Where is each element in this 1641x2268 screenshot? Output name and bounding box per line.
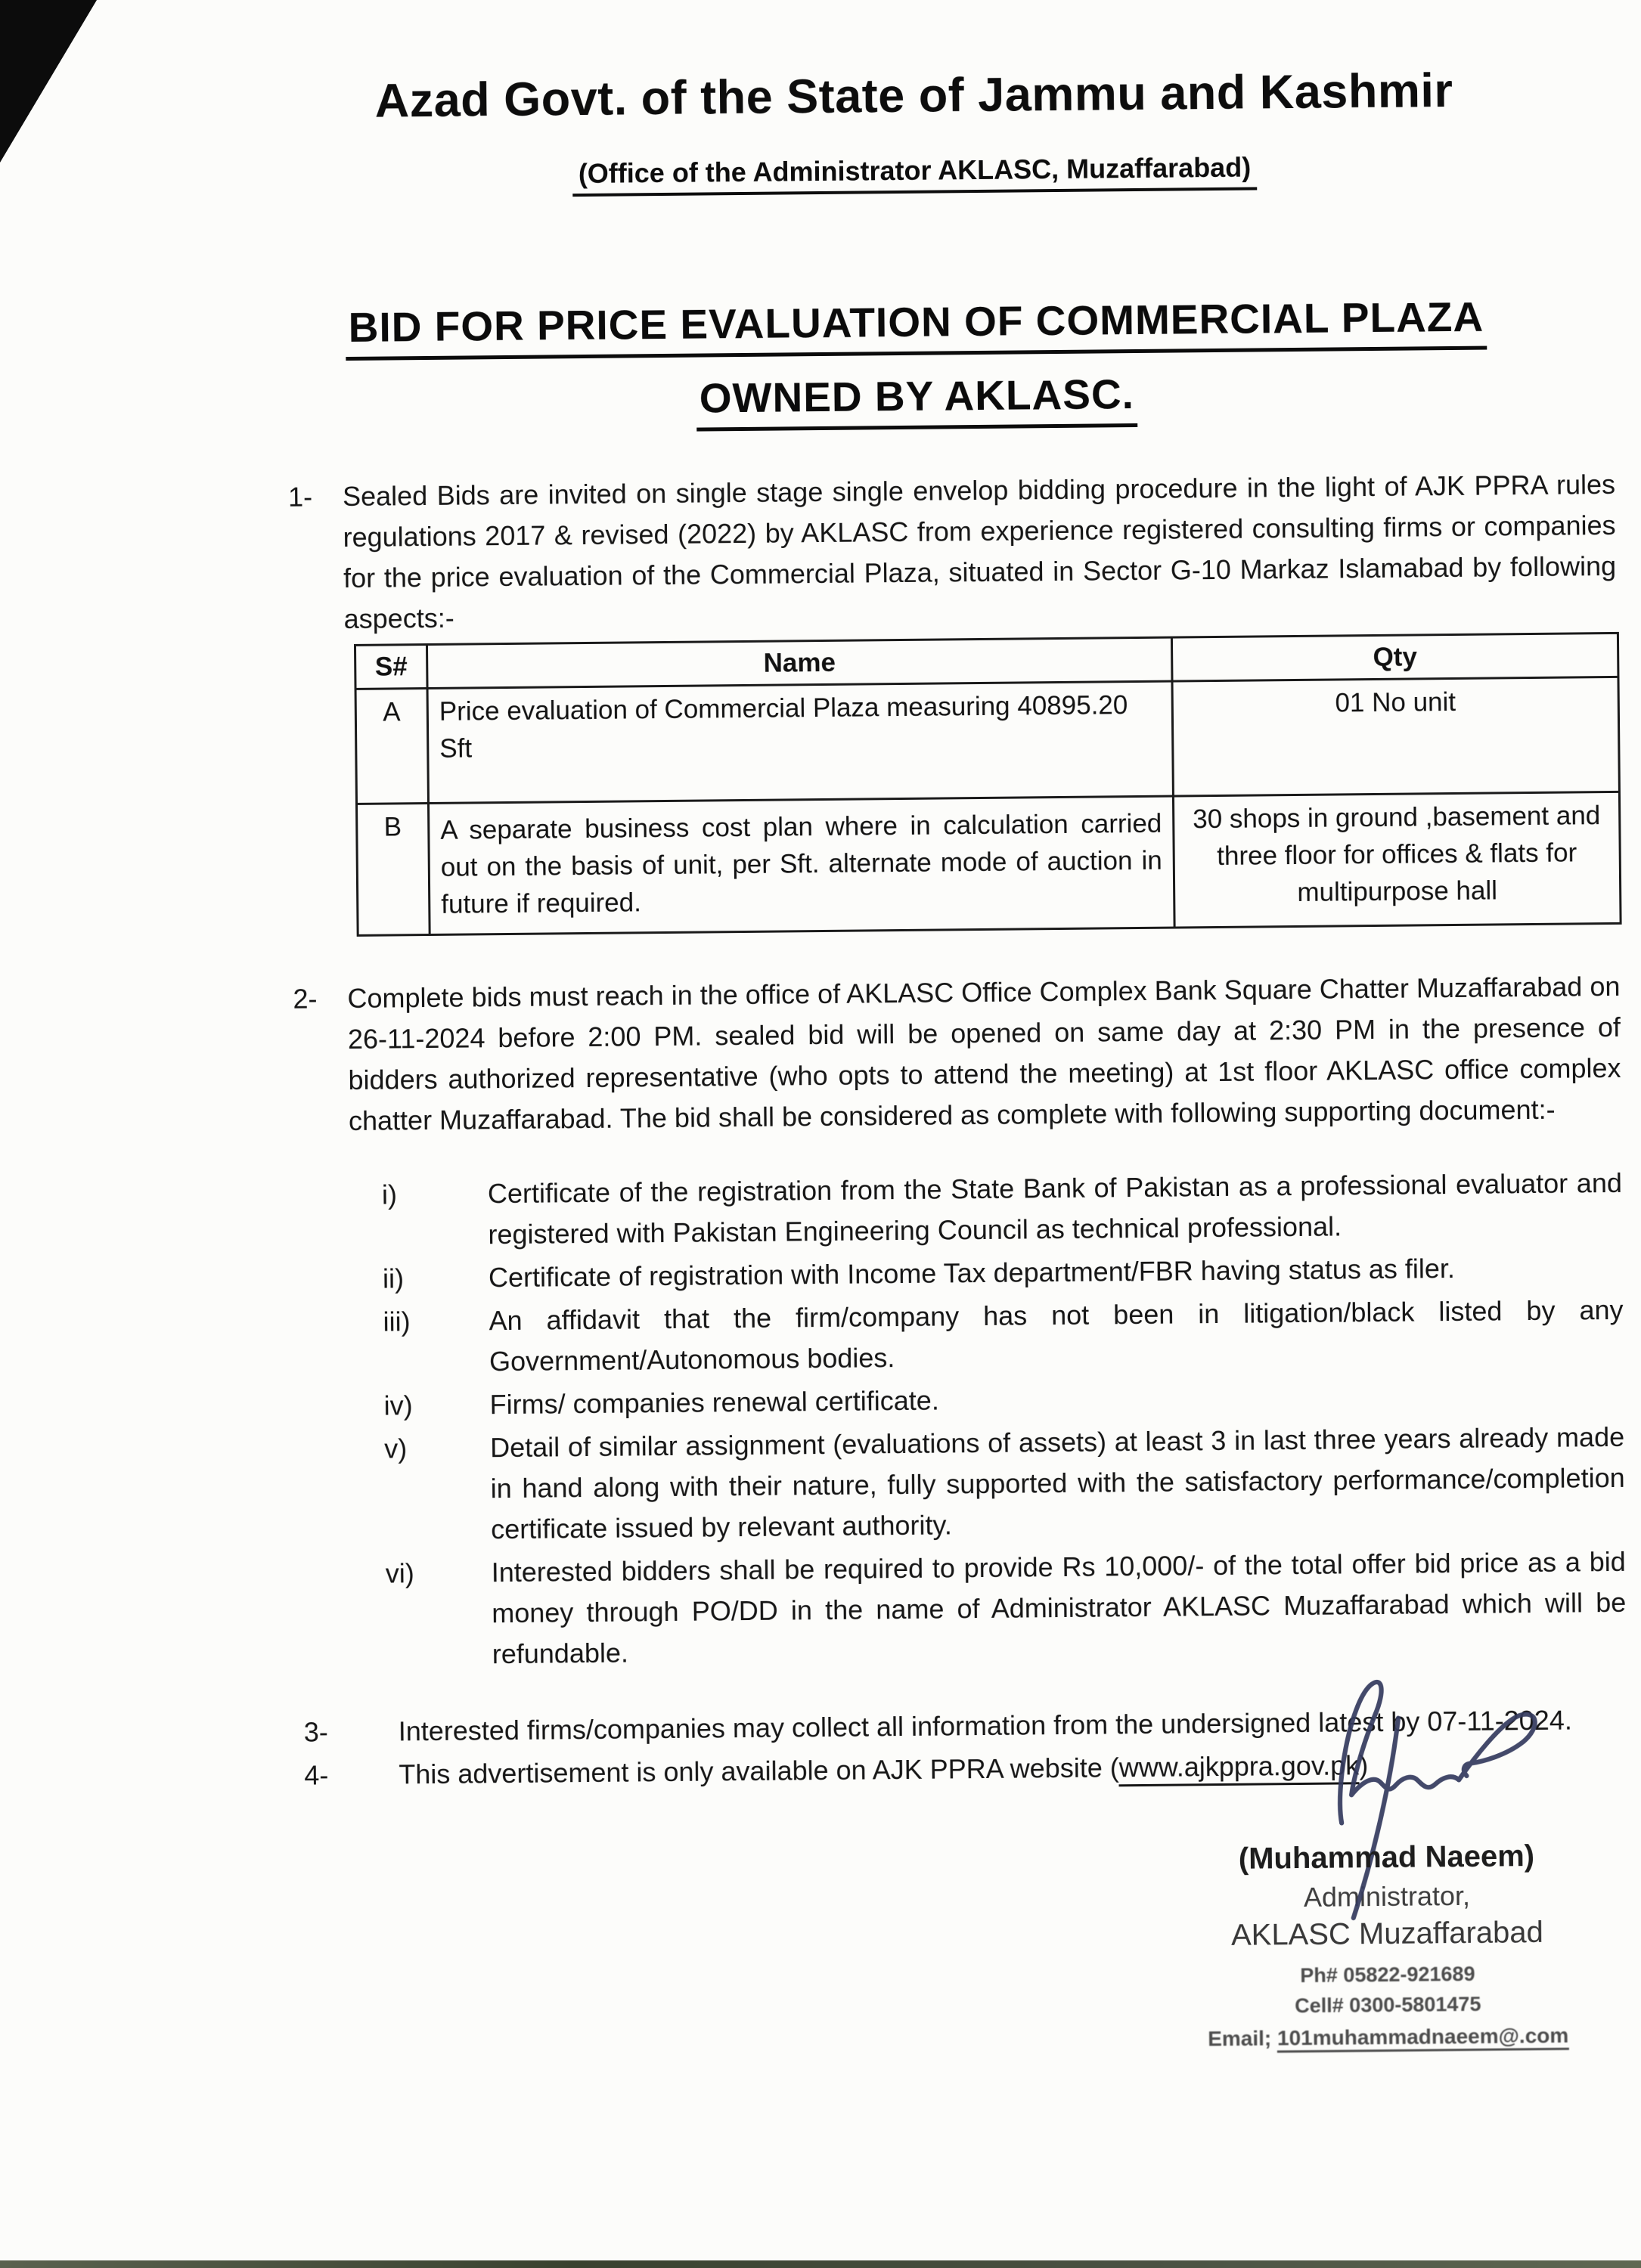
table-row-b <box>356 792 1621 935</box>
office-header-subtitle: (Office of the Administrator AKLASC, Muzaffarabad) <box>572 151 1258 197</box>
table-header-qty: Qty <box>1171 633 1618 681</box>
document-item-iii-text: An affidavit that the firm/company has not been in litigation/black listed by any Government/Autonomous bodies. <box>489 1294 1624 1377</box>
row-b-sn: B <box>356 804 430 936</box>
clause-2-number: 2- <box>293 983 318 1015</box>
bid-items-table <box>354 632 1622 937</box>
clause-1-number: 1- <box>287 481 313 513</box>
signatory-email-label: Email; <box>1208 2026 1272 2051</box>
clause-3-text: Interested firms/companies may collect all information from the undersigned latest by 07-11-2024. <box>398 1704 1573 1747</box>
clause-4-prefix: This advertisement is only available on AJK PPRA website ( <box>399 1752 1119 1790</box>
clause-3-number: 3- <box>303 1716 328 1748</box>
signature-block <box>1165 1677 1608 2052</box>
government-header-title: Azad Govt. of the State of Jammu and Kashmir <box>374 64 1453 128</box>
row-a-qty: 01 No unit <box>1172 677 1619 796</box>
office-header-subtitle-row <box>217 148 1612 200</box>
clause-1-text: Sealed Bids are invited on single stage single envelop bidding procedure in the light of AJK PPRA rules regulations 2017 & revised (2022) by AKLASC from experience registered consulting firms or companies for the price evaluation of the Commercial Plaza, situated in Sector G-10 Markaz Islamabad by following aspects:- <box>342 468 1617 635</box>
table-header-sn: S# <box>355 645 427 689</box>
signatory-cell: Cell# 0300-5801475 <box>1295 1992 1481 2018</box>
clause-2 <box>293 966 1621 1142</box>
table-header-name: Name <box>427 637 1172 688</box>
signatory-organization: AKLASC Muzaffarabad <box>1230 1915 1544 1952</box>
clause-4-number: 4- <box>304 1759 329 1791</box>
clause-4-suffix: ) <box>1359 1749 1369 1781</box>
table-row-a <box>355 677 1619 804</box>
row-b-qty: 30 shops in ground ,basement and three floor for offices & flats for multipurpose hall <box>1173 792 1621 928</box>
document-item-i-text: Certificate of the registration from the State Bank of Pakistan as a professional evaluator and registered with Pakistan Engineering Council as technical professional. <box>487 1167 1623 1250</box>
clause-2-text: Complete bids must reach in the office of AKLASC Office Complex Bank Square Chatter Muzaffarabad on 26-11-2024 before 2:00 PM. sealed bid will be opened on same day at 2:30 PM in the presence of bidders authorized representative (who opts to attend the meeting) at 1st floor AKLASC office complex chatter Muzaffarabad. The bid shall be considered as complete with following supporting document:- <box>347 970 1621 1137</box>
document-item-iii-number: iii) <box>383 1306 411 1337</box>
signatory-phone: Ph# 05822-921689 <box>1300 1962 1475 1988</box>
signatory-name: (Muhammad Naeem) <box>1238 1839 1535 1876</box>
document-item-ii-text: Certificate of registration with Income Tax department/FBR having status as filer. <box>488 1253 1456 1294</box>
row-a-name: Price evaluation of Commercial Plaza measuring 40895.20 Sft <box>427 681 1173 803</box>
signatory-email-row <box>1169 2023 1608 2052</box>
document-item-i <box>382 1163 1623 1256</box>
document-item-vi-text: Interested bidders shall be required to provide Rs 10,000/- of the total offer bid price as a bid money through PO/DD in the name of Administrator AKLASC Muzaffarabad which will be refundable. <box>491 1545 1627 1670</box>
document-item-ii-number: ii) <box>382 1263 405 1294</box>
row-a-sn: A <box>355 689 428 804</box>
row-b-name: A separate business cost plan where in calculation carried out on the basis of unit, per Sft. alternate mode of auction in future if required. <box>428 796 1174 934</box>
document-item-iv-number: iv) <box>383 1390 413 1421</box>
document-item-vi-number: vi) <box>385 1557 414 1589</box>
ppra-website-link: www.ajkppra.gov.pk <box>1119 1749 1360 1786</box>
scan-bottom-edge-artifact <box>0 2260 1641 2268</box>
document-item-vi <box>386 1541 1627 1676</box>
supporting-documents-list <box>227 1163 1627 1678</box>
document-title <box>219 291 1615 436</box>
signatory-email-address: 101muhammadnaeem@.com <box>1277 2024 1569 2053</box>
document-title-line1: BID FOR PRICE EVALUATION OF COMMERCIAL PLAZA <box>345 293 1487 361</box>
document-item-v-text: Detail of similar assignment (evaluations of assets) at least 3 in last three years already made in hand along with their nature, fully supported with the satisfactory performance/completion certificate issued by relevant authority. <box>489 1421 1625 1545</box>
document-item-i-number: i) <box>381 1179 398 1210</box>
document-item-iv-text: Firms/ companies renewal certificate. <box>489 1384 940 1421</box>
document-item-v-number: v) <box>383 1433 408 1464</box>
signatory-designation: Administrator, <box>1303 1879 1471 1913</box>
document-title-line2: OWNED BY AKLASC. <box>696 370 1137 432</box>
document-item-v <box>384 1417 1625 1551</box>
clause-1 <box>288 464 1617 640</box>
document-item-iii <box>383 1290 1624 1383</box>
